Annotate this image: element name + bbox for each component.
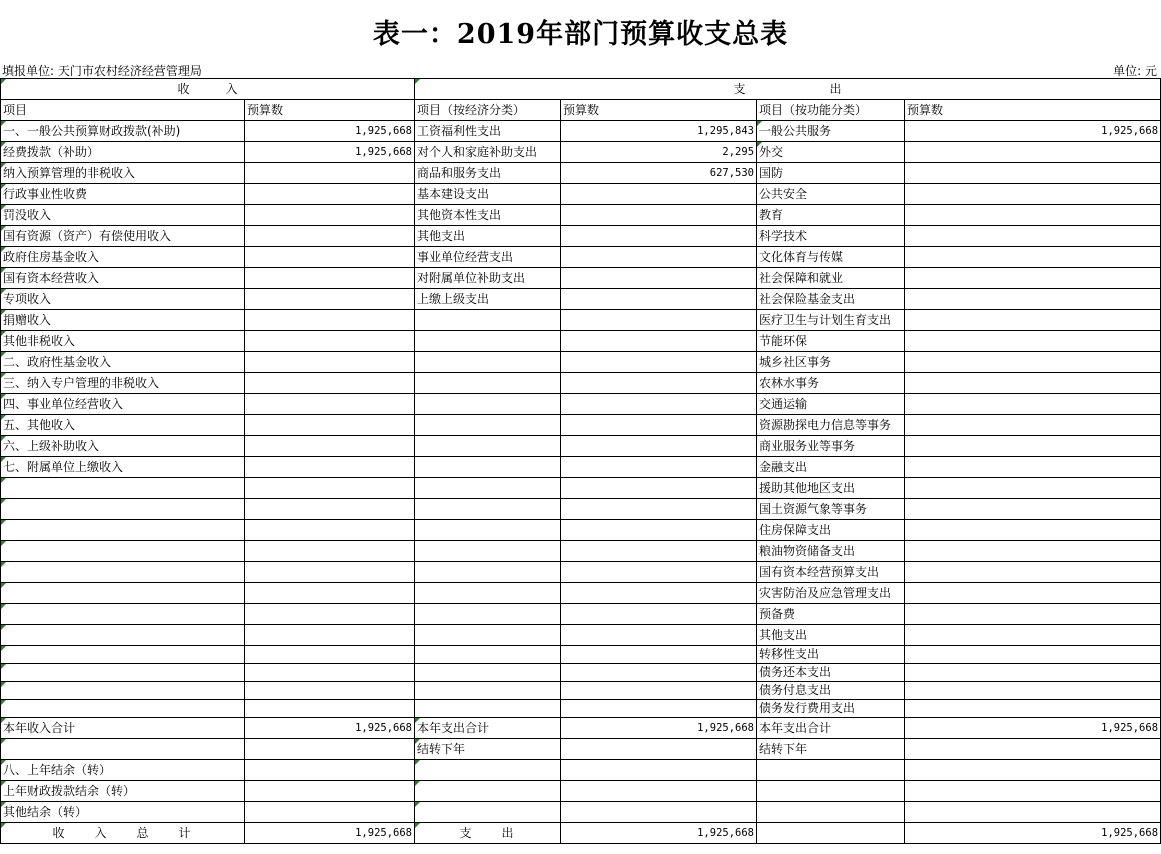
func-item-cell: 本年支出合计 [757,718,905,739]
econ-amount-cell [561,583,757,604]
func-amount-cell [905,184,1161,205]
func-amount-cell [905,802,1161,823]
income-amount-cell [245,247,415,268]
func-item-cell: 农林水事务 [757,373,905,394]
table-row [1,415,1161,436]
table-row [1,205,1161,226]
func-amount-cell [905,331,1161,352]
econ-item-cell: 结转下年 [415,739,561,760]
reporting-unit: 填报单位: 天门市农村经济经营管理局 [2,64,202,78]
econ-amount-cell [561,289,757,310]
income-section-header: 收 入 [1,79,415,100]
func-item-cell: 交通运输 [757,394,905,415]
income-item-cell: 国有资源（资产）有偿使用收入 [1,226,245,247]
table-row [1,499,1161,520]
table-row [1,562,1161,583]
income-amount-cell [245,682,415,700]
income-amount-cell [245,310,415,331]
income-item-cell: 五、其他收入 [1,415,245,436]
econ-item-cell [415,457,561,478]
econ-item-cell [415,331,561,352]
econ-amount-cell [561,457,757,478]
econ-item-cell: 其他支出 [415,226,561,247]
income-item-cell: 政府住房基金收入 [1,247,245,268]
income-amount-cell [245,226,415,247]
income-item-cell [1,499,245,520]
func-item-cell: 节能环保 [757,331,905,352]
page-title: 表一：2019年部门预算收支总表 [372,19,789,50]
econ-amount-cell [561,562,757,583]
func-item-cell: 其他支出 [757,625,905,646]
func-item-cell: 粮油物资储备支出 [757,541,905,562]
income-item-cell: 二、政府性基金收入 [1,352,245,373]
table-row [1,247,1161,268]
budget-table-body [1,79,1161,844]
func-amount-cell [905,520,1161,541]
income-item-cell: 其他非税收入 [1,331,245,352]
func-amount-cell [905,394,1161,415]
income-item-cell: 罚没收入 [1,205,245,226]
table-row [1,352,1161,373]
econ-item-cell: 工资福利性支出 [415,121,561,142]
income-item-cell [1,646,245,664]
econ-item-cell: 对个人和家庭补助支出 [415,142,561,163]
econ-amount-cell: 627,530 [561,163,757,184]
income-amount-cell [245,289,415,310]
func-amount-cell [905,478,1161,499]
econ-item-cell [415,373,561,394]
table-row [1,436,1161,457]
econ-amount-cell [561,700,757,718]
income-item-cell: 本年收入合计 [1,718,245,739]
econ-amount-cell [561,247,757,268]
econ-amount-cell [561,541,757,562]
func-item-cell [757,781,905,802]
income-item-cell: 七、附属单位上缴收入 [1,457,245,478]
col-header-func-amount: 预算数 [905,100,1161,121]
func-item-cell [757,802,905,823]
income-item-cell: 六、上级补助收入 [1,436,245,457]
income-item-cell [1,478,245,499]
econ-item-cell [415,760,561,781]
econ-amount-cell [561,310,757,331]
income-amount-cell: 1,925,668 [245,142,415,163]
income-amount-cell: 1,925,668 [245,823,415,844]
econ-item-cell [415,682,561,700]
func-item-cell: 住房保障支出 [757,520,905,541]
income-amount-cell [245,625,415,646]
table-row [1,682,1161,700]
econ-item-cell [415,700,561,718]
func-item-cell: 债务发行费用支出 [757,700,905,718]
income-item-cell: 四、事业单位经营收入 [1,394,245,415]
econ-amount-cell [561,499,757,520]
income-amount-cell [245,205,415,226]
income-amount-cell [245,457,415,478]
func-amount-cell [905,163,1161,184]
income-amount-cell [245,331,415,352]
table-row [1,520,1161,541]
econ-amount-cell [561,739,757,760]
econ-item-cell: 其他资本性支出 [415,205,561,226]
econ-amount-cell [561,205,757,226]
expense-section-header: 支 出 [415,79,1161,100]
func-amount-cell [905,373,1161,394]
income-amount-cell [245,184,415,205]
income-amount-cell [245,646,415,664]
econ-amount-cell: 2,295 [561,142,757,163]
income-amount-cell [245,478,415,499]
econ-item-cell [415,781,561,802]
income-item-cell: 行政事业性收费 [1,184,245,205]
econ-amount-cell [561,625,757,646]
func-item-cell: 债务还本支出 [757,664,905,682]
income-item-cell [1,664,245,682]
econ-item-cell [415,625,561,646]
func-item-cell: 灾害防治及应急管理支出 [757,583,905,604]
econ-amount-cell [561,646,757,664]
func-amount-cell: 1,925,668 [905,121,1161,142]
func-amount-cell [905,682,1161,700]
econ-amount-cell [561,352,757,373]
income-amount-cell: 1,925,668 [245,121,415,142]
income-amount-cell [245,268,415,289]
func-item-cell: 金融支出 [757,457,905,478]
table-row [1,268,1161,289]
func-amount-cell [905,436,1161,457]
income-amount-cell [245,415,415,436]
col-header-econ-item: 项目（按经济分类） [415,100,561,121]
econ-item-cell [415,583,561,604]
func-amount-cell [905,142,1161,163]
income-item-cell [1,562,245,583]
econ-item-cell: 支 出 [415,823,561,844]
income-amount-cell [245,436,415,457]
func-amount-cell: 1,925,668 [905,718,1161,739]
econ-item-cell: 本年支出合计 [415,718,561,739]
table-row [1,331,1161,352]
income-item-cell: 三、纳入专户管理的非税收入 [1,373,245,394]
econ-amount-cell [561,373,757,394]
func-amount-cell [905,700,1161,718]
income-amount-cell [245,520,415,541]
func-amount-cell [905,760,1161,781]
income-item-cell [1,541,245,562]
func-item-cell: 外交 [757,142,905,163]
func-item-cell: 公共安全 [757,184,905,205]
table-row [1,823,1161,844]
table-row [1,310,1161,331]
func-amount-cell [905,268,1161,289]
econ-amount-cell [561,664,757,682]
func-amount-cell [905,739,1161,760]
table-row [1,646,1161,664]
table-row [1,394,1161,415]
econ-amount-cell [561,184,757,205]
econ-item-cell: 事业单位经营支出 [415,247,561,268]
econ-item-cell: 基本建设支出 [415,184,561,205]
income-amount-cell [245,760,415,781]
col-header-amount: 预算数 [245,100,415,121]
func-item-cell: 资源勘探电力信息等事务 [757,415,905,436]
econ-item-cell [415,802,561,823]
func-item-cell: 科学技术 [757,226,905,247]
table-row [1,664,1161,682]
table-row [1,718,1161,739]
table-row [1,478,1161,499]
col-header-econ-amount: 预算数 [561,100,757,121]
income-item-cell [1,520,245,541]
func-amount-cell [905,781,1161,802]
income-amount-cell [245,562,415,583]
econ-amount-cell: 1,925,668 [561,718,757,739]
func-amount-cell [905,415,1161,436]
func-amount-cell [905,310,1161,331]
income-amount-cell [245,700,415,718]
func-item-cell: 教育 [757,205,905,226]
func-item-cell: 债务付息支出 [757,682,905,700]
econ-amount-cell [561,268,757,289]
income-amount-cell: 1,925,668 [245,718,415,739]
income-item-cell: 经费拨款（补助） [1,142,245,163]
econ-amount-cell [561,604,757,625]
budget-table [0,78,1161,844]
income-item-cell [1,739,245,760]
table-row [1,457,1161,478]
func-amount-cell [905,457,1161,478]
func-amount-cell [905,247,1161,268]
func-amount-cell [905,646,1161,664]
income-amount-cell [245,373,415,394]
income-item-cell: 上年财政拨款结余（转） [1,781,245,802]
func-amount-cell [905,205,1161,226]
econ-item-cell [415,562,561,583]
func-item-cell: 商业服务业等事务 [757,436,905,457]
table-row [1,373,1161,394]
table-row [1,289,1161,310]
income-amount-cell [245,802,415,823]
econ-item-cell [415,478,561,499]
income-item-cell [1,682,245,700]
econ-amount-cell [561,394,757,415]
func-amount-cell [905,664,1161,682]
income-amount-cell [245,541,415,562]
table-row [1,184,1161,205]
func-item-cell: 预备费 [757,604,905,625]
income-amount-cell [245,739,415,760]
table-row [1,802,1161,823]
income-item-cell: 专项收入 [1,289,245,310]
econ-amount-cell [561,682,757,700]
econ-amount-cell: 1,295,843 [561,121,757,142]
income-amount-cell [245,163,415,184]
income-item-cell [1,583,245,604]
income-item-cell: 收 入 总 计 [1,823,245,844]
func-item-cell: 转移性支出 [757,646,905,664]
econ-item-cell [415,499,561,520]
econ-item-cell [415,436,561,457]
econ-amount-cell [561,331,757,352]
econ-item-cell [415,664,561,682]
econ-item-cell [415,394,561,415]
income-amount-cell [245,583,415,604]
func-item-cell: 援助其他地区支出 [757,478,905,499]
income-item-cell [1,625,245,646]
func-item-cell: 一般公共服务 [757,121,905,142]
table-row [1,700,1161,718]
income-item-cell: 纳入预算管理的非税收入 [1,163,245,184]
income-item-cell: 一、一般公共预算财政拨款(补助) [1,121,245,142]
func-item-cell: 城乡社区事务 [757,352,905,373]
func-item-cell: 国防 [757,163,905,184]
income-item-cell [1,700,245,718]
func-item-cell: 结转下年 [757,739,905,760]
econ-item-cell [415,604,561,625]
income-amount-cell [245,604,415,625]
income-item-cell [1,604,245,625]
func-item-cell: 国有资本经营预算支出 [757,562,905,583]
func-item-cell [757,760,905,781]
econ-amount-cell [561,436,757,457]
func-amount-cell [905,625,1161,646]
income-item-cell: 八、上年结余（转） [1,760,245,781]
income-amount-cell [245,664,415,682]
func-item-cell [757,823,905,844]
func-amount-cell [905,604,1161,625]
func-item-cell: 医疗卫生与计划生育支出 [757,310,905,331]
econ-item-cell [415,352,561,373]
econ-item-cell [415,520,561,541]
func-item-cell: 社会保险基金支出 [757,289,905,310]
econ-item-cell: 商品和服务支出 [415,163,561,184]
econ-item-cell: 对附属单位补助支出 [415,268,561,289]
table-row [1,781,1161,802]
table-row [1,760,1161,781]
section-header-row [1,79,1161,100]
income-amount-cell [245,781,415,802]
income-item-cell: 其他结余（转） [1,802,245,823]
table-row [1,541,1161,562]
func-amount-cell [905,583,1161,604]
econ-amount-cell [561,760,757,781]
econ-amount-cell [561,226,757,247]
column-header-row [1,100,1161,121]
income-amount-cell [245,394,415,415]
currency-unit: 单位: 元 [1113,64,1157,78]
table-row [1,121,1161,142]
func-amount-cell [905,226,1161,247]
table-row [1,625,1161,646]
income-item-cell: 国有资本经营收入 [1,268,245,289]
econ-item-cell [415,415,561,436]
func-item-cell: 文化体育与传媒 [757,247,905,268]
table-row [1,739,1161,760]
table-row [1,163,1161,184]
func-amount-cell [905,352,1161,373]
table-row [1,583,1161,604]
col-header-func-item: 项目（按功能分类） [757,100,905,121]
econ-amount-cell [561,478,757,499]
econ-item-cell [415,541,561,562]
table-row [1,226,1161,247]
table-row [1,604,1161,625]
econ-item-cell [415,646,561,664]
func-item-cell: 社会保障和就业 [757,268,905,289]
econ-amount-cell [561,802,757,823]
col-header-item: 项目 [1,100,245,121]
income-amount-cell [245,352,415,373]
func-amount-cell [905,541,1161,562]
econ-amount-cell [561,781,757,802]
econ-item-cell: 上缴上级支出 [415,289,561,310]
income-item-cell: 捐赠收入 [1,310,245,331]
func-amount-cell: 1,925,668 [905,823,1161,844]
econ-amount-cell: 1,925,668 [561,823,757,844]
func-item-cell: 国土资源气象等事务 [757,499,905,520]
table-row [1,142,1161,163]
econ-item-cell [415,310,561,331]
func-amount-cell [905,562,1161,583]
income-amount-cell [245,499,415,520]
econ-amount-cell [561,520,757,541]
func-amount-cell [905,499,1161,520]
econ-amount-cell [561,415,757,436]
func-amount-cell [905,289,1161,310]
